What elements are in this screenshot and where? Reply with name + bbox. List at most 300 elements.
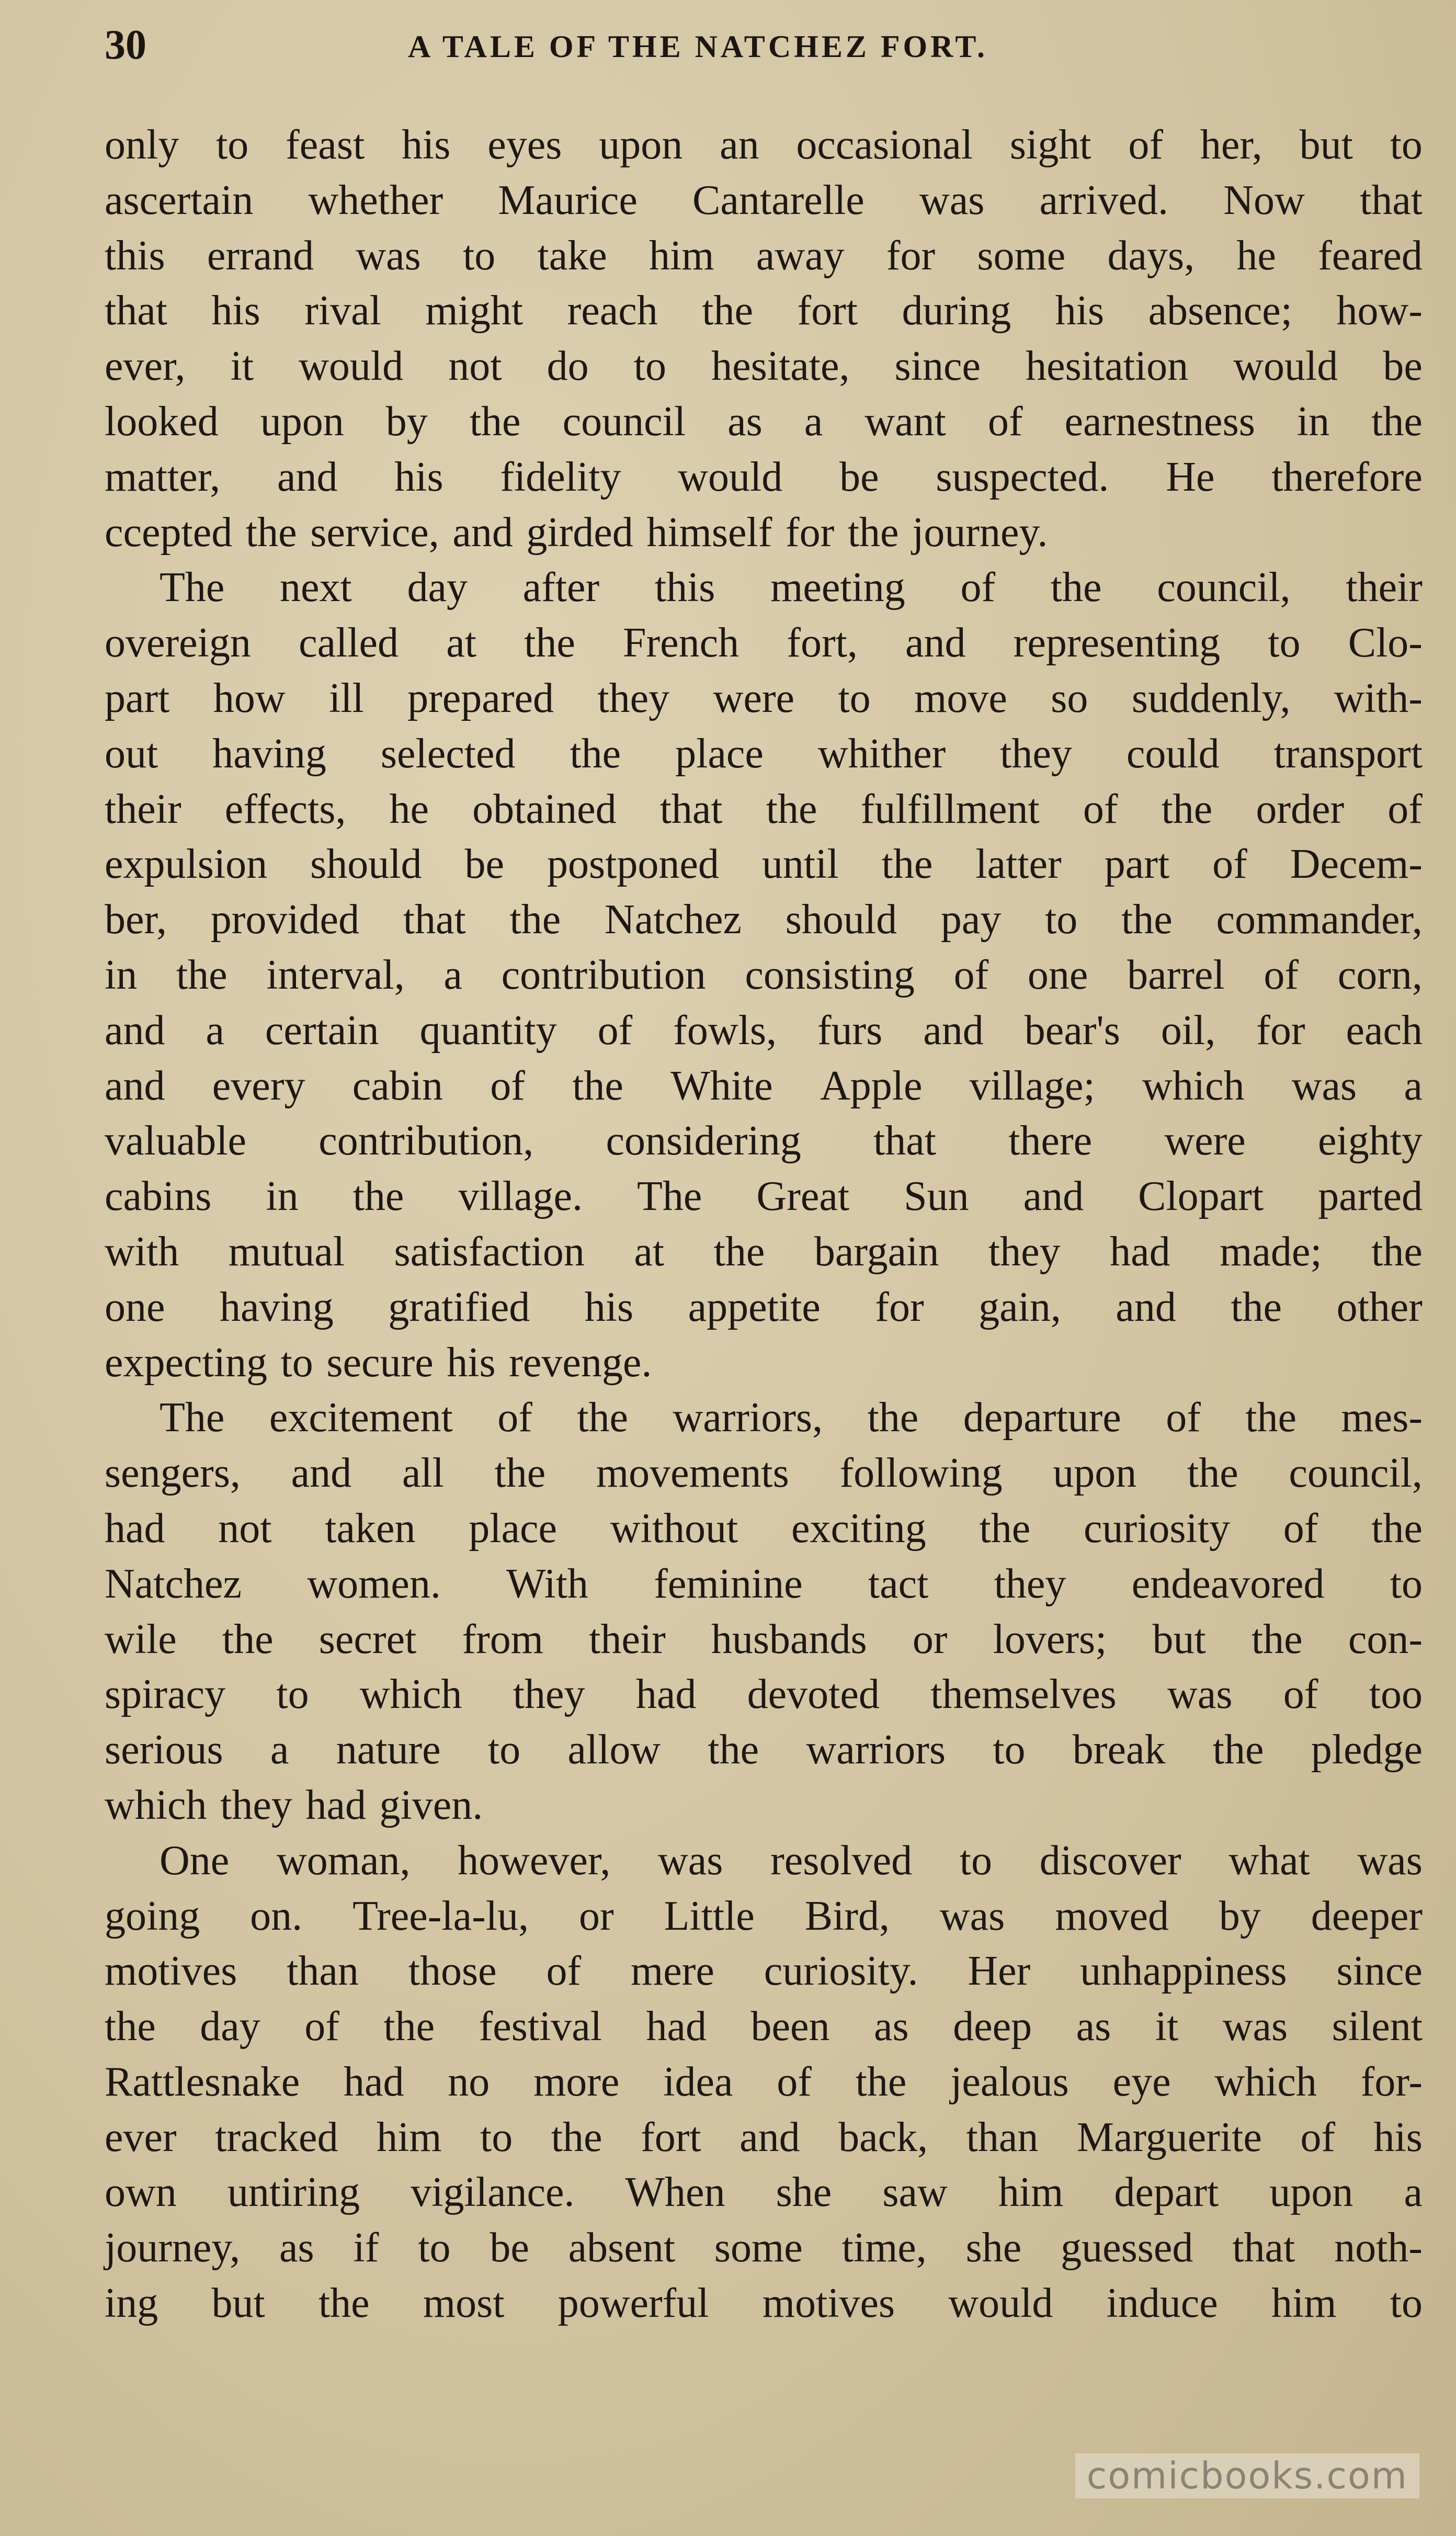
text-word: the — [1212, 1727, 1264, 1773]
text-word: after — [522, 564, 600, 611]
text-word: curiosity — [1084, 1505, 1230, 1552]
text-word: place — [675, 730, 764, 777]
text-word: therefore — [1271, 454, 1423, 500]
text-word: most — [423, 2280, 505, 2327]
text-word: do — [547, 343, 589, 390]
text-word: the — [1231, 1284, 1282, 1330]
text-word: all — [402, 1450, 444, 1497]
text-word: to — [418, 2225, 451, 2271]
text-word: and — [740, 2114, 800, 2160]
text-word: festival — [479, 2003, 602, 2050]
text-line — [105, 1446, 1423, 1501]
text-word: would — [678, 454, 783, 500]
text-word: or — [912, 1616, 948, 1662]
text-word: tact — [868, 1560, 929, 1607]
text-word: vigilance. — [411, 2169, 575, 2216]
text-word: could — [1126, 730, 1220, 777]
text-word: her, — [1200, 122, 1262, 168]
text-word: the — [847, 509, 899, 556]
text-word: the — [702, 288, 753, 334]
text-line — [105, 892, 1423, 948]
text-word: untiring — [227, 2169, 360, 2216]
text-line — [105, 505, 1423, 561]
text-word: The — [160, 564, 225, 611]
text-word: back, — [838, 2114, 928, 2160]
text-word: as — [727, 398, 763, 445]
text-word: sengers, — [105, 1450, 241, 1497]
text-word: which — [1142, 1062, 1245, 1109]
text-word: the — [570, 730, 621, 777]
text-line — [105, 1225, 1423, 1280]
text-word: the — [1245, 1395, 1297, 1441]
text-word: pledge — [1311, 1727, 1423, 1773]
text-line — [105, 339, 1423, 394]
text-word: had — [646, 2003, 707, 2050]
text-word: village; — [969, 1062, 1095, 1109]
text-word: they — [994, 1560, 1066, 1607]
text-word: and — [1116, 1284, 1176, 1330]
text-word: was — [1357, 1837, 1423, 1884]
text-word: to — [280, 1339, 313, 1386]
text-word: the — [524, 620, 575, 666]
text-word: matter, — [105, 454, 221, 500]
text-line — [105, 1335, 1423, 1391]
text-word: the — [979, 1505, 1031, 1552]
text-word: ascertain — [105, 177, 254, 223]
text-word: order — [1256, 786, 1345, 832]
text-word: to — [216, 122, 249, 168]
text-word: the — [1161, 786, 1213, 832]
text-word: tracked — [215, 2114, 338, 2160]
text-word: the — [494, 1450, 546, 1497]
text-word: representing — [1013, 620, 1221, 666]
text-word: they — [220, 1782, 292, 1828]
text-word: each — [1346, 1007, 1423, 1054]
text-word: with- — [1334, 675, 1423, 721]
text-word: Cantarelle — [692, 177, 864, 223]
text-word: it — [230, 343, 254, 390]
text-word: fort — [797, 288, 858, 334]
text-line — [105, 1390, 1423, 1446]
text-word: and — [905, 620, 966, 666]
text-word: contribution, — [318, 1118, 534, 1164]
text-word: fort, — [787, 620, 858, 666]
text-word: White — [670, 1062, 773, 1109]
text-word: given. — [379, 1782, 483, 1828]
text-word: fowls, — [673, 1007, 777, 1054]
text-word: expulsion — [105, 841, 268, 888]
text-word: the — [867, 1395, 919, 1441]
text-word: with — [105, 1228, 179, 1275]
text-word: warriors — [806, 1727, 946, 1773]
text-word: was — [1291, 1062, 1357, 1109]
text-word: take — [537, 232, 607, 279]
text-word: occasional — [796, 122, 973, 168]
text-word: quantity — [419, 1007, 557, 1054]
text-word: provided — [210, 897, 360, 943]
text-word: moved — [1055, 1893, 1169, 1939]
text-word: depart — [1114, 2169, 1219, 2216]
text-word: One — [160, 1837, 230, 1884]
text-word: since — [1336, 1948, 1423, 1995]
text-word: and — [291, 1450, 352, 1497]
text-word: that — [873, 1118, 936, 1164]
text-word: departure — [963, 1395, 1121, 1441]
text-word: the — [1050, 564, 1102, 611]
text-word: The — [637, 1173, 702, 1220]
text-word: his — [402, 122, 451, 168]
text-word: con- — [1348, 1616, 1423, 1662]
text-word: Clopart — [1138, 1173, 1264, 1220]
text-word: from — [462, 1616, 543, 1662]
text-word: a — [270, 1727, 289, 1773]
text-word: himself — [646, 509, 772, 556]
text-word: ing — [105, 2280, 158, 2327]
text-word: eyes — [487, 122, 562, 168]
text-line — [105, 229, 1423, 284]
text-word: deep — [953, 2003, 1032, 2050]
text-word: eighty — [1318, 1118, 1423, 1164]
text-word: transport — [1273, 730, 1423, 777]
text-word: his — [394, 454, 443, 500]
text-word: there — [1008, 1118, 1093, 1164]
text-word: Natchez — [604, 897, 742, 943]
text-word: the — [855, 2058, 907, 2105]
text-word: Clo- — [1348, 620, 1423, 666]
text-word: would — [1233, 343, 1338, 390]
text-word: feared — [1318, 232, 1423, 279]
text-word: the — [222, 1616, 274, 1662]
text-word: upon — [599, 122, 683, 168]
text-word: of — [1387, 786, 1423, 832]
text-word: spiracy — [105, 1671, 226, 1718]
text-word: expecting — [105, 1339, 267, 1386]
text-word: too — [1369, 1671, 1423, 1718]
text-word: having — [212, 730, 326, 777]
text-line — [105, 727, 1423, 782]
text-word: fidelity — [500, 454, 621, 500]
text-word: this — [105, 232, 165, 279]
text-word: the — [708, 1727, 759, 1773]
text-word: valuable — [105, 1118, 246, 1164]
text-word: mutual — [228, 1228, 345, 1275]
text-line — [105, 1889, 1423, 1944]
text-word: however, — [458, 1837, 611, 1884]
text-word: their — [1346, 564, 1423, 611]
text-word: council, — [1157, 564, 1291, 611]
text-word: of — [304, 2003, 339, 2050]
text-word: of — [777, 2058, 812, 2105]
text-line — [105, 1003, 1423, 1059]
text-word: Natchez — [105, 1560, 242, 1607]
text-word: furs — [817, 1007, 883, 1054]
text-word: reach — [567, 288, 658, 334]
text-word: absence; — [1148, 288, 1293, 334]
text-word: hesitation — [1026, 343, 1189, 390]
text-word: the — [572, 1062, 623, 1109]
text-word: prepared — [407, 675, 554, 721]
text-word: since — [894, 343, 981, 390]
text-word: Little — [664, 1893, 755, 1939]
text-word: Now — [1223, 177, 1305, 223]
text-line — [105, 837, 1423, 892]
text-word: might — [425, 288, 524, 334]
text-line — [105, 1280, 1423, 1335]
text-word: of — [1128, 122, 1163, 168]
text-word: a — [443, 952, 462, 998]
text-word: it — [1155, 2003, 1179, 2050]
text-word: this — [654, 564, 715, 611]
text-word: With — [506, 1560, 588, 1607]
text-word: postponed — [547, 841, 719, 888]
text-word: secret — [318, 1616, 417, 1662]
text-word: pay — [940, 897, 1002, 943]
text-line — [105, 1833, 1423, 1889]
text-word: hesitate, — [711, 343, 850, 390]
text-word: of — [490, 1062, 525, 1109]
text-word: Her — [968, 1948, 1031, 1995]
text-word: sight — [1009, 122, 1091, 168]
text-word: journey. — [912, 509, 1048, 556]
text-word: fulfillment — [860, 786, 1040, 832]
text-word: break — [1072, 1727, 1166, 1773]
text-word: were — [713, 675, 795, 721]
text-word: deeper — [1311, 1893, 1423, 1939]
text-word: exciting — [791, 1505, 926, 1552]
text-word: council — [562, 398, 686, 445]
text-word: meeting — [770, 564, 905, 611]
text-word: the — [766, 786, 817, 832]
text-word: him — [649, 232, 714, 279]
text-word: consisting — [745, 952, 915, 998]
text-word: of — [546, 1948, 582, 1995]
text-word: warriors, — [673, 1395, 823, 1441]
text-word: looked — [105, 398, 219, 445]
text-word: part — [1104, 841, 1170, 888]
text-word: what — [1228, 1837, 1310, 1884]
text-word: overeign — [105, 620, 251, 666]
text-word: move — [914, 675, 1007, 721]
text-word: place — [469, 1505, 558, 1552]
text-word: they — [513, 1671, 585, 1718]
text-word: wile — [105, 1616, 177, 1662]
text-word: and — [105, 1062, 165, 1109]
text-word: was — [919, 177, 985, 223]
text-word: that — [403, 897, 466, 943]
text-word: for — [875, 1284, 924, 1330]
text-word: no — [448, 2058, 490, 2105]
text-word: called — [299, 620, 399, 666]
text-line — [105, 1667, 1423, 1723]
text-word: revenge. — [509, 1339, 652, 1386]
text-word: allow — [567, 1727, 661, 1773]
text-word: which — [105, 1782, 207, 1828]
text-word: be — [464, 841, 504, 888]
text-word: some — [714, 2225, 803, 2271]
text-word: at — [634, 1228, 665, 1275]
text-word: than — [966, 2114, 1039, 2160]
text-word: how- — [1336, 288, 1423, 334]
text-word: to — [276, 1671, 309, 1718]
text-word: appetite — [688, 1284, 821, 1330]
text-word: the — [245, 509, 297, 556]
text-word: for — [785, 509, 835, 556]
text-word: going — [105, 1893, 200, 1939]
text-line — [105, 1778, 1423, 1833]
text-word: serious — [105, 1727, 223, 1773]
text-word: days, — [1107, 232, 1195, 279]
text-word: for — [886, 232, 936, 279]
text-word: if — [353, 2225, 379, 2271]
text-word: during — [902, 288, 1011, 334]
text-word: an — [720, 122, 759, 168]
text-word: saw — [882, 2169, 948, 2216]
text-word: mere — [631, 1948, 714, 1995]
text-word: by — [385, 398, 428, 445]
text-word: own — [105, 2169, 177, 2216]
text-line — [105, 173, 1423, 229]
text-word: was — [356, 232, 421, 279]
text-word: to — [1045, 897, 1078, 943]
text-word: how — [213, 675, 286, 721]
text-word: had — [105, 1505, 165, 1552]
text-word: they — [597, 675, 670, 721]
text-word: the — [1251, 1616, 1303, 1662]
text-word: some — [977, 232, 1066, 279]
text-word: part — [105, 675, 170, 721]
text-word: so — [1051, 675, 1088, 721]
text-word: they — [988, 1228, 1061, 1275]
text-word: discover — [1039, 1837, 1181, 1884]
text-word: resolved — [770, 1837, 913, 1884]
text-word: as — [874, 2003, 909, 2050]
text-word: to — [463, 232, 496, 279]
text-word: and — [452, 509, 513, 556]
text-word: service, — [310, 509, 439, 556]
text-word: which — [359, 1671, 462, 1718]
text-word: but — [1299, 122, 1353, 168]
text-word: to — [1390, 2280, 1423, 2327]
text-word: village. — [458, 1173, 583, 1220]
text-word: the — [577, 1395, 629, 1441]
text-word: silent — [1332, 2003, 1423, 2050]
text-word: a — [206, 1007, 224, 1054]
text-word: to — [1390, 122, 1423, 168]
text-word: certain — [265, 1007, 379, 1054]
text-word: noth- — [1334, 2225, 1423, 2271]
text-word: considering — [606, 1118, 801, 1164]
text-word: He — [1166, 454, 1215, 500]
text-word: that — [105, 288, 167, 334]
text-line — [105, 1059, 1423, 1114]
text-word: at — [446, 620, 476, 666]
text-word: whither — [817, 730, 946, 777]
text-word: that — [659, 786, 723, 832]
text-line — [105, 1723, 1423, 1778]
text-word: of — [1264, 952, 1299, 998]
text-word: cabin — [352, 1062, 443, 1109]
text-word: powerful — [558, 2280, 709, 2327]
text-word: and — [1023, 1173, 1084, 1220]
text-word: the — [383, 2003, 435, 2050]
text-word: of — [1283, 1671, 1318, 1718]
text-word: the — [881, 841, 933, 888]
text-word: the — [105, 2003, 156, 2050]
text-word: of — [497, 1395, 532, 1441]
text-word: was — [939, 1893, 1005, 1939]
text-word: that — [1359, 177, 1423, 223]
text-word: day — [200, 2003, 260, 2050]
text-line — [105, 284, 1423, 339]
text-line — [105, 1557, 1423, 1612]
text-word: would — [299, 343, 404, 390]
text-line — [105, 616, 1423, 671]
text-word: unhappiness — [1080, 1948, 1287, 1995]
text-word: to — [1268, 620, 1301, 666]
text-line — [105, 450, 1423, 505]
text-word: not — [218, 1505, 272, 1552]
text-word: away — [756, 232, 845, 279]
text-word: the — [469, 398, 521, 445]
text-word: gain, — [979, 1284, 1061, 1330]
page-header — [105, 19, 1402, 76]
text-word: of — [987, 398, 1023, 445]
text-word: of — [1212, 841, 1247, 888]
text-word: The — [160, 1395, 225, 1441]
text-word: would — [948, 2280, 1053, 2327]
text-word: oil, — [1161, 1007, 1216, 1054]
text-word: ill — [329, 675, 364, 721]
text-word: for- — [1360, 2058, 1423, 2105]
text-word: Marguerite — [1076, 2114, 1262, 2160]
text-word: rival — [304, 288, 381, 334]
text-word: Maurice — [498, 177, 638, 223]
text-word: time, — [841, 2225, 927, 2271]
text-word: his — [584, 1284, 634, 1330]
text-word: effects, — [224, 786, 346, 832]
text-word: and — [923, 1007, 984, 1054]
text-word: bargain — [814, 1228, 939, 1275]
text-word: errand — [207, 232, 314, 279]
text-word: girded — [526, 509, 633, 556]
text-word: the — [318, 2280, 370, 2327]
text-word: Bird, — [804, 1893, 890, 1939]
text-word: day — [407, 564, 468, 611]
text-word: arrived. — [1039, 177, 1169, 223]
body-text — [105, 118, 1423, 2331]
text-word: idea — [663, 2058, 733, 2105]
text-word: he — [1236, 232, 1276, 279]
text-word: Apple — [820, 1062, 923, 1109]
text-line — [105, 2165, 1423, 2221]
text-word: his — [211, 288, 260, 334]
text-word: to — [838, 675, 871, 721]
text-word: a — [1404, 2169, 1423, 2216]
text-word: they — [1000, 730, 1072, 777]
text-word: whether — [308, 177, 443, 223]
text-word: which — [1214, 2058, 1317, 2105]
text-word: upon — [260, 398, 344, 445]
text-word: and — [105, 1007, 165, 1054]
text-word: satisfaction — [394, 1228, 585, 1275]
text-word: on. — [250, 1893, 303, 1939]
text-word: journey, — [105, 2225, 241, 2271]
text-word: one — [1027, 952, 1088, 998]
text-word: suddenly, — [1131, 675, 1291, 721]
text-word: made; — [1220, 1228, 1322, 1275]
text-line — [105, 2110, 1423, 2166]
text-word: of — [1083, 786, 1118, 832]
